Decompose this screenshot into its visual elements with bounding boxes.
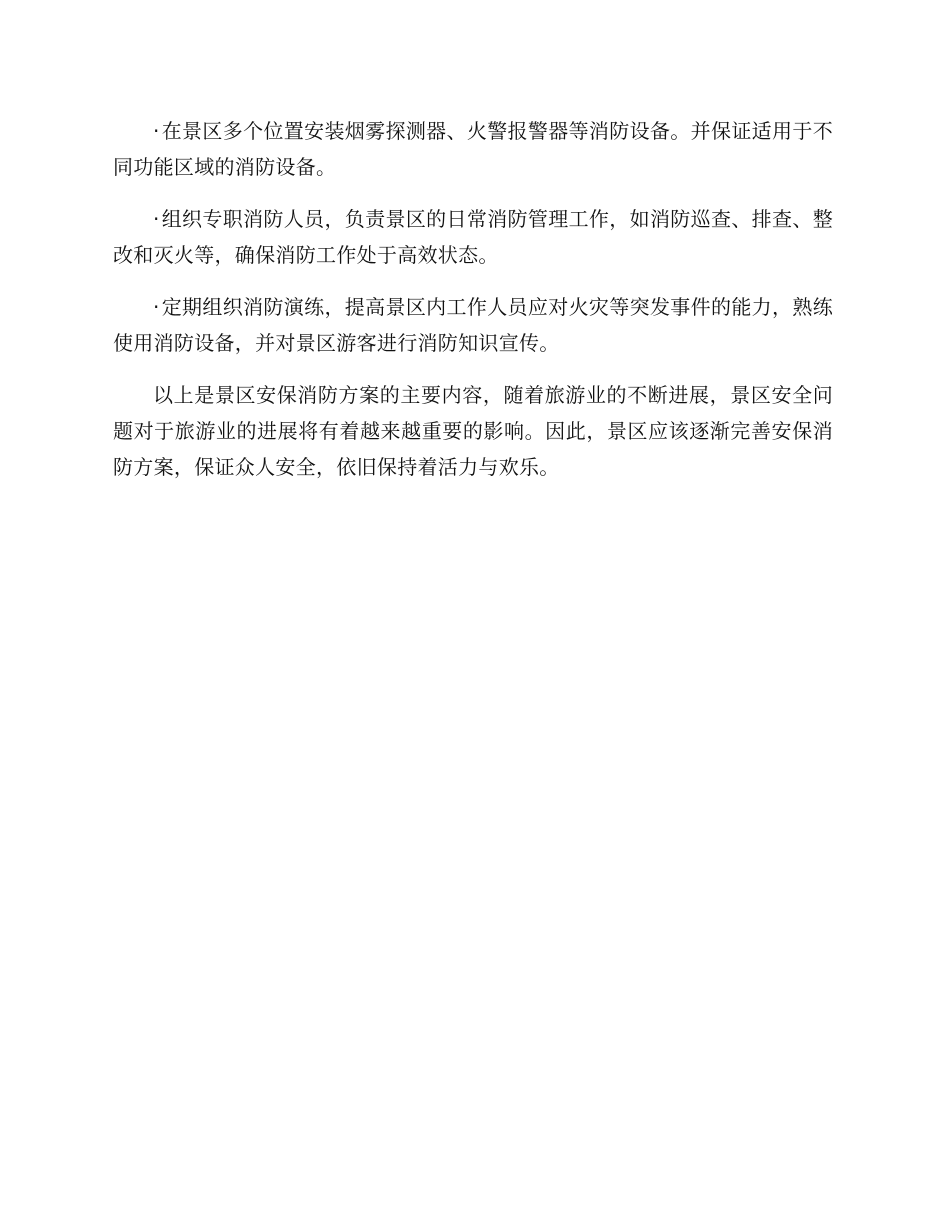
bullet-marker: · — [153, 207, 160, 231]
conclusion-paragraph — [113, 377, 833, 485]
paragraph-text: 组织专职消防人员，负责景区的日常消防管理工作，如消防巡查、排查、整改和灭火等，确保消防工作处于高效状态。 — [113, 207, 833, 267]
bullet-paragraph-fire-staff — [113, 201, 833, 273]
bullet-paragraph-fire-equipment — [113, 113, 833, 185]
paragraph-text: 以上是景区安保消防方案的主要内容，随着旅游业的不断进展，景区安全问题对于旅游业的进展将有着越来越重要的影响。因此，景区应该逐渐完善安保消防方案，保证众人安全，依旧保持着活力与欢乐。 — [113, 383, 833, 479]
document-body — [113, 113, 833, 501]
paragraph-text: 在景区多个位置安装烟雾探测器、火警报警器等消防设备。并保证适用于不同功能区域的消防设备。 — [113, 119, 833, 179]
paragraph-text: 定期组织消防演练，提高景区内工作人员应对火灾等突发事件的能力，熟练使用消防设备，并对景区游客进行消防知识宣传。 — [113, 295, 833, 355]
bullet-marker: · — [153, 119, 160, 143]
bullet-marker: · — [153, 295, 160, 319]
bullet-paragraph-fire-drills — [113, 289, 833, 361]
